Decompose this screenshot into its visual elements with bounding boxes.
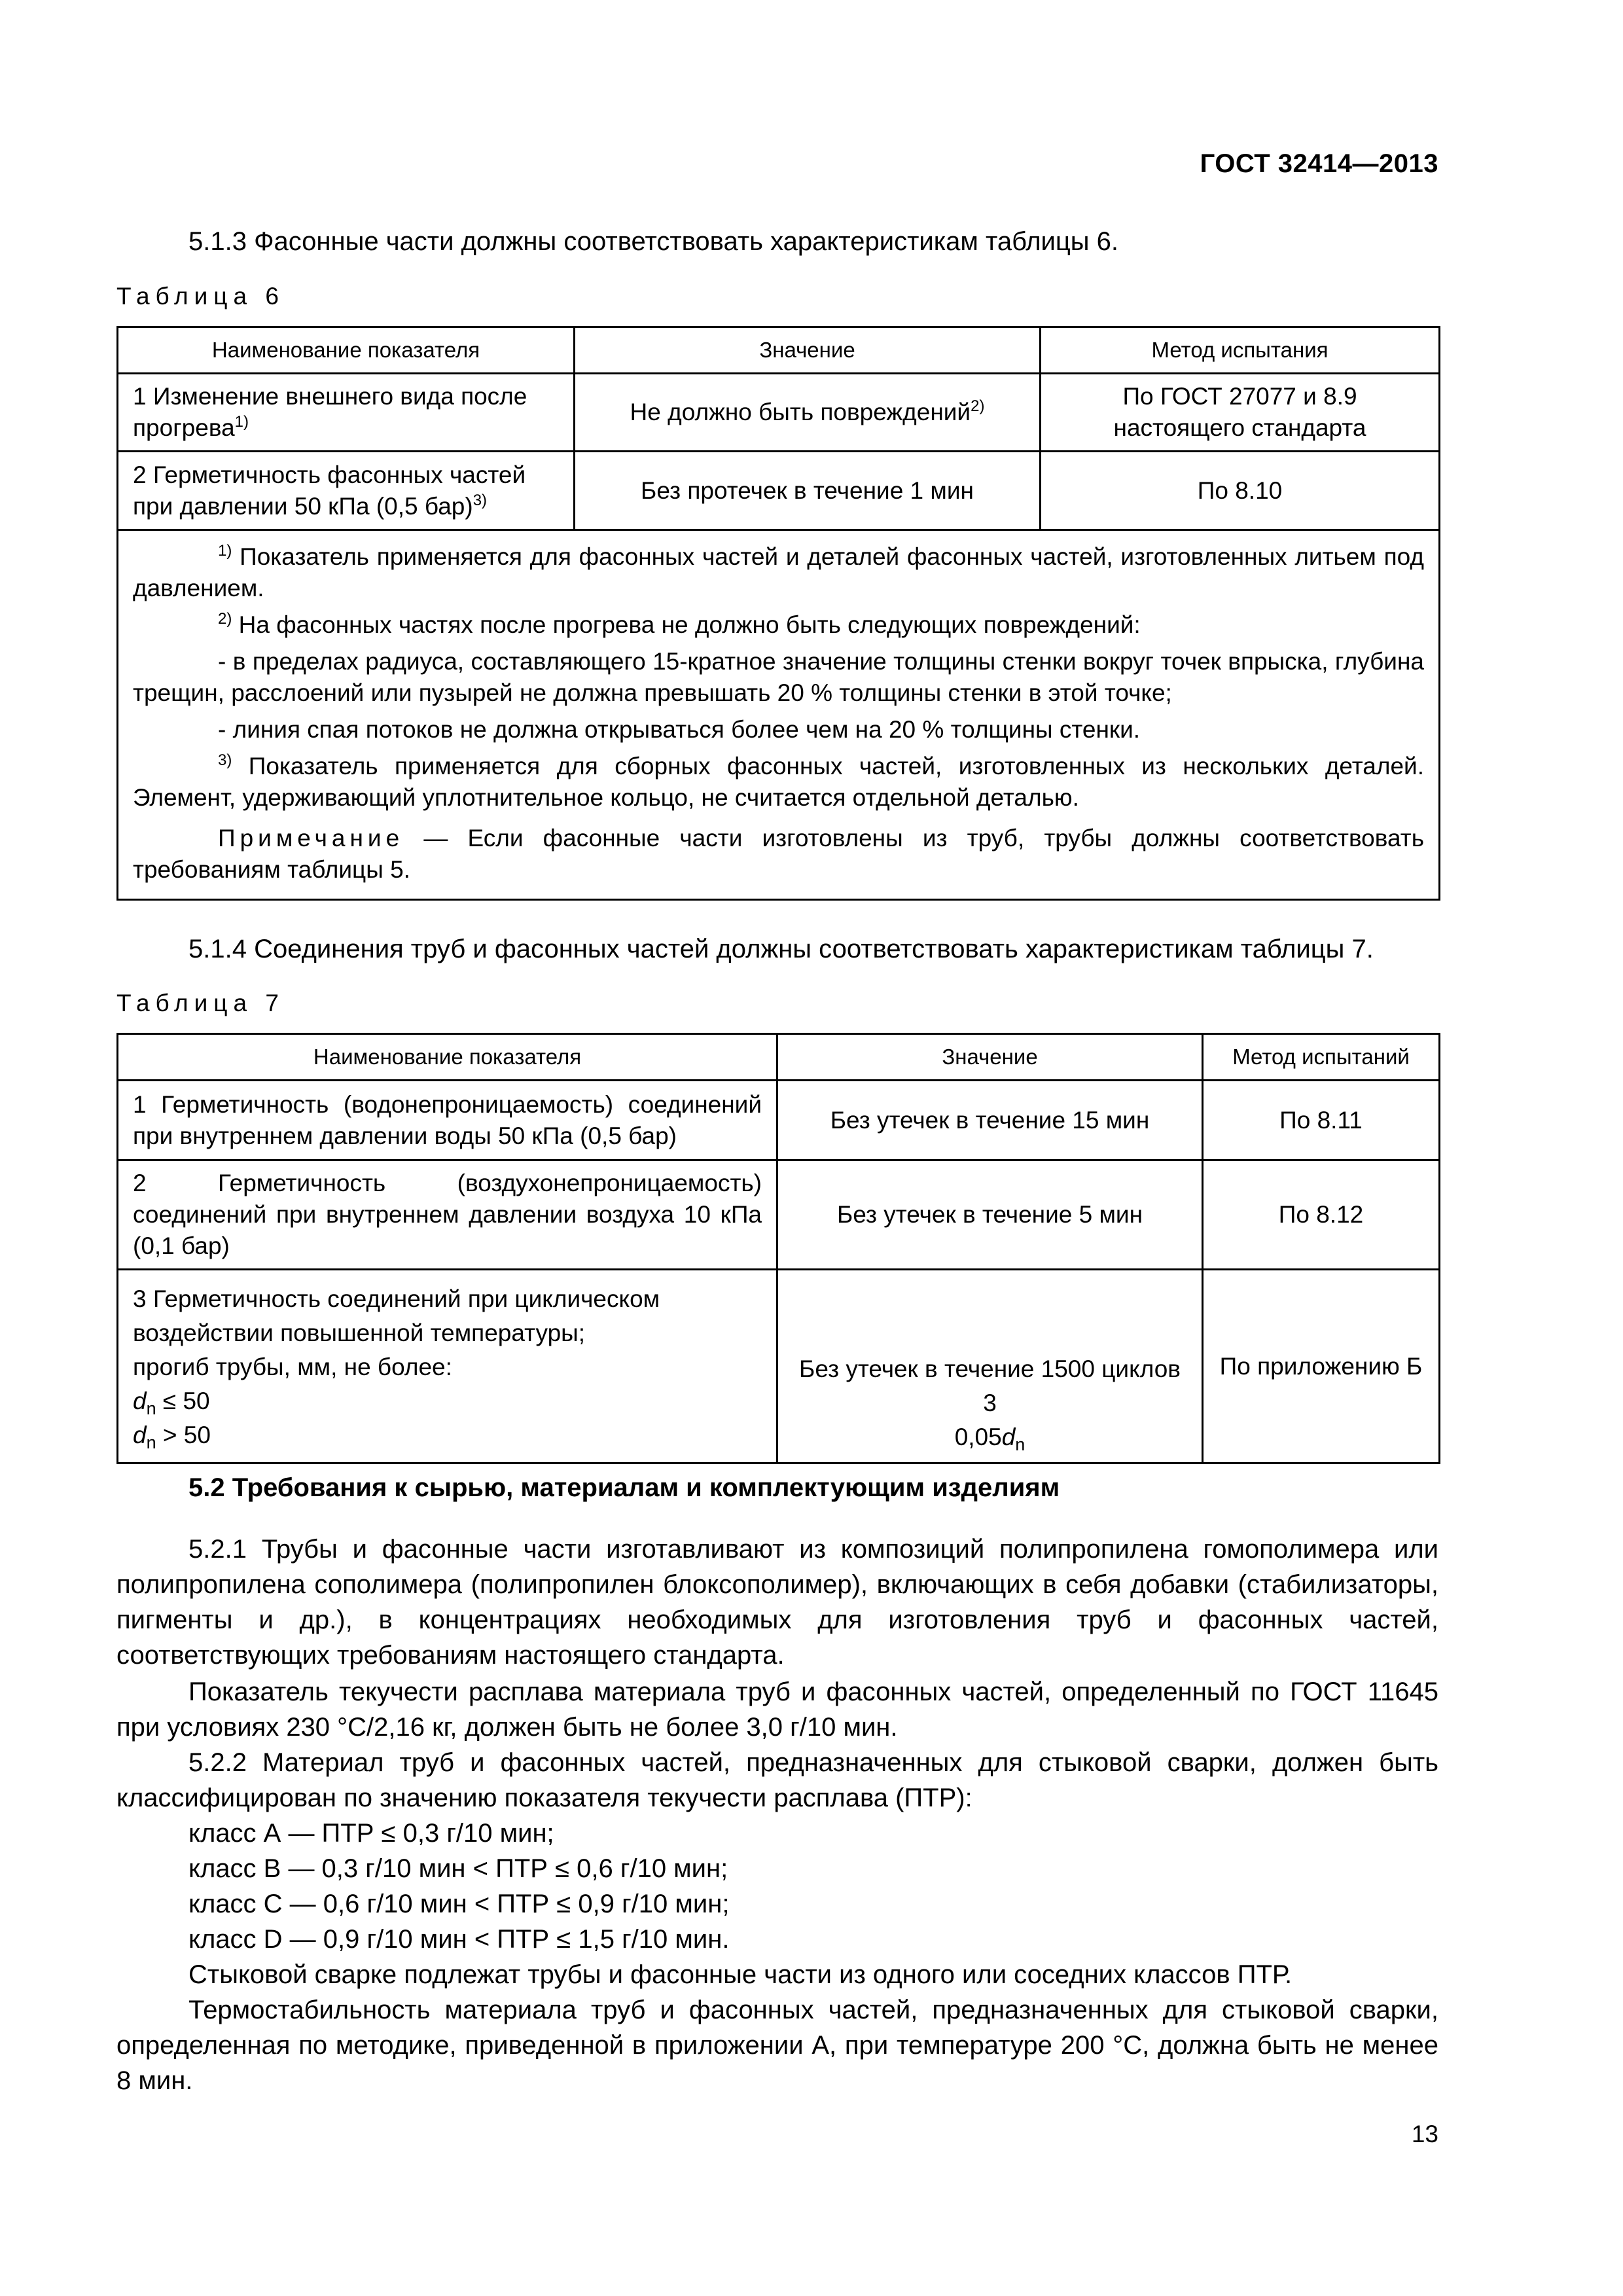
class-c: класс С — 0,6 г/10 мин < ПТР ≤ 0,9 г/10 мин; [188, 1890, 730, 1918]
footnote-2b: - линия спая потоков не должна открываться более чем на 20 % толщины стенки. [218, 716, 1141, 743]
table6-notes [118, 530, 1440, 900]
table6-row1-value: Не должно быть повреждений$^{2)}$ [575, 374, 1041, 452]
clause-5-1-3: 5.1.3 Фасонные части должны соответствовать характеристикам таблицы 6. [188, 227, 1119, 256]
table7-row2-name: 2 Герметичность (воздухонепроницаемость) соединений при внутреннем давлении воздуха 10 кПа (0,1 бар) [118, 1160, 777, 1270]
table6-header-row [118, 327, 1440, 374]
class-b: класс В — 0,3 г/10 мин < ПТР ≤ 0,6 г/10 мин; [188, 1854, 728, 1883]
table6-row2-name: 2 Герметичность фасонных частей при давлении 50 кПа (0,5 бар)$^{3)}$ [118, 452, 575, 530]
welding-paragraph: Стыковой сварке подлежат трубы и фасонные части из одного или соседних классов ПТР. [188, 1960, 1293, 1989]
clause-5-2-2: 5.2.2 Материал труб и фасонных частей, предназначенных для стыковой сварки, должен быть классифицирован по значению показателя текучести расплава (ПТР): [116, 1748, 1438, 1812]
table7-row1-value: Без утечек в течение 15 мин [777, 1081, 1203, 1160]
table7-row3-value: Без утечек в течение 1500 циклов 3 $0,05d_n$ [777, 1270, 1203, 1463]
mfr-paragraph: Показатель текучести расплава материала труб и фасонных частей, определенный по ГОСТ 11645 при условиях 230 °С/2,16 кг, должен быть не более 3,0 г/10 мин. [116, 1677, 1438, 1742]
footnote-3: $^{3)}$ Показатель применяется для сборных фасонных частей, изготовленных из нескольких деталей. Элемент, удерживающий уплотнительное кольцо, не считается отдельной деталью. [133, 751, 1424, 811]
table-row [118, 452, 1440, 530]
page-number: 13 [1411, 2121, 1438, 2147]
table7-header-row [118, 1034, 1440, 1081]
table7-header-name: Наименование показателя [118, 1034, 777, 1081]
table7-row3-name: 3 Герметичность соединений при циклическом воздействии повышенной температуры; прогиб трубы, мм, не более: $d_n \le 50$ $d_n > 50$ [118, 1270, 777, 1463]
table7-row1-name: 1 Герметичность (водонепроницаемость) соединений при внутреннем давлении воды 50 кПа (0,5 бар) [118, 1081, 777, 1160]
footnote-2a: - в пределах радиуса, составляющего 15-кратное значение толщины стенки вокруг точек впрыска, глубина трещин, расслоений или пузырей не должна превышать 20 % толщины стенки в этой точке; [133, 648, 1424, 706]
clause-5-2-1: 5.2.1 Трубы и фасонные части изготавливают из композиций полипропилена гомополимера или полипропилена сополимера (полипропилен блоксополимер), включающих в себя добавки (стабилизаторы, пигменты и др.), в концентрациях необходимых для изготовления труб и фасонных частей, соответствующих требованиям настоящего стандарта. [116, 1535, 1438, 1670]
table7-row1-method: По 8.11 [1203, 1081, 1440, 1160]
table6-notes-row [118, 530, 1440, 900]
class-a: класс А — ПТР ≤ 0,3 г/10 мин; [188, 1819, 554, 1848]
table6-header-name: Наименование показателя [118, 327, 575, 374]
standard-number: ГОСТ 32414—2013 [1200, 149, 1438, 178]
table7-row2-method: По 8.12 [1203, 1160, 1440, 1270]
class-d: класс D — 0,9 г/10 мин < ПТР ≤ 1,5 г/10 мин. [188, 1925, 730, 1954]
table-row [118, 374, 1440, 452]
table7-caption: Таблица 7 [116, 990, 285, 1016]
footnote-1: $^{1)}$ Показатель применяется для фасонных частей и деталей фасонных частей, изготовленных литьем под давлением. [133, 542, 1424, 601]
table6-header-value: Значение [575, 327, 1041, 374]
section-5-2-heading: 5.2 Требования к сырью, материалам и комплектующим изделиям [188, 1473, 1060, 1502]
thermostability-paragraph: Термостабильность материала труб и фасонных частей, предназначенных для стыковой сварки, определенная по методике, приведенной в приложении А, при температуре 200 °С, должна быть не менее 8 мин. [116, 1996, 1438, 2095]
table6-row1-name: 1 Изменение внешнего вида после прогрева$^{1)}$ [118, 374, 575, 452]
footnote-2: $^{2)}$ На фасонных частях после прогрева не должно быть следующих повреждений: [218, 610, 1141, 638]
table6-note: Примечание — Если фасонные части изготовлены из труб, трубы должны соответствовать требованиям таблицы 5. [133, 825, 1424, 883]
condition-small-diameter: $d_n \le 50$ [133, 1388, 210, 1418]
table-6 [116, 326, 1440, 901]
table6-row1-method: По ГОСТ 27077 и 8.9 настоящего стандарта [1041, 374, 1440, 452]
condition-large-diameter: $d_n > 50$ [133, 1422, 211, 1452]
table-row [118, 1270, 1440, 1463]
table7-header-method: Метод испытаний [1203, 1034, 1440, 1081]
table6-row2-method: По 8.10 [1041, 452, 1440, 530]
table-7 [116, 1033, 1440, 1464]
table6-header-method: Метод испытания [1041, 327, 1440, 374]
clause-5-1-4: 5.1.4 Соединения труб и фасонных частей должны соответствовать характеристикам таблицы 7. [188, 935, 1374, 963]
table-row [118, 1081, 1440, 1160]
table6-row2-value: Без протечек в течение 1 мин [575, 452, 1041, 530]
table-row [118, 1160, 1440, 1270]
table7-row2-value: Без утечек в течение 5 мин [777, 1160, 1203, 1270]
table7-row3-method: По приложению Б [1203, 1270, 1440, 1463]
table7-header-value: Значение [777, 1034, 1203, 1081]
table6-caption: Таблица 6 [116, 283, 285, 310]
